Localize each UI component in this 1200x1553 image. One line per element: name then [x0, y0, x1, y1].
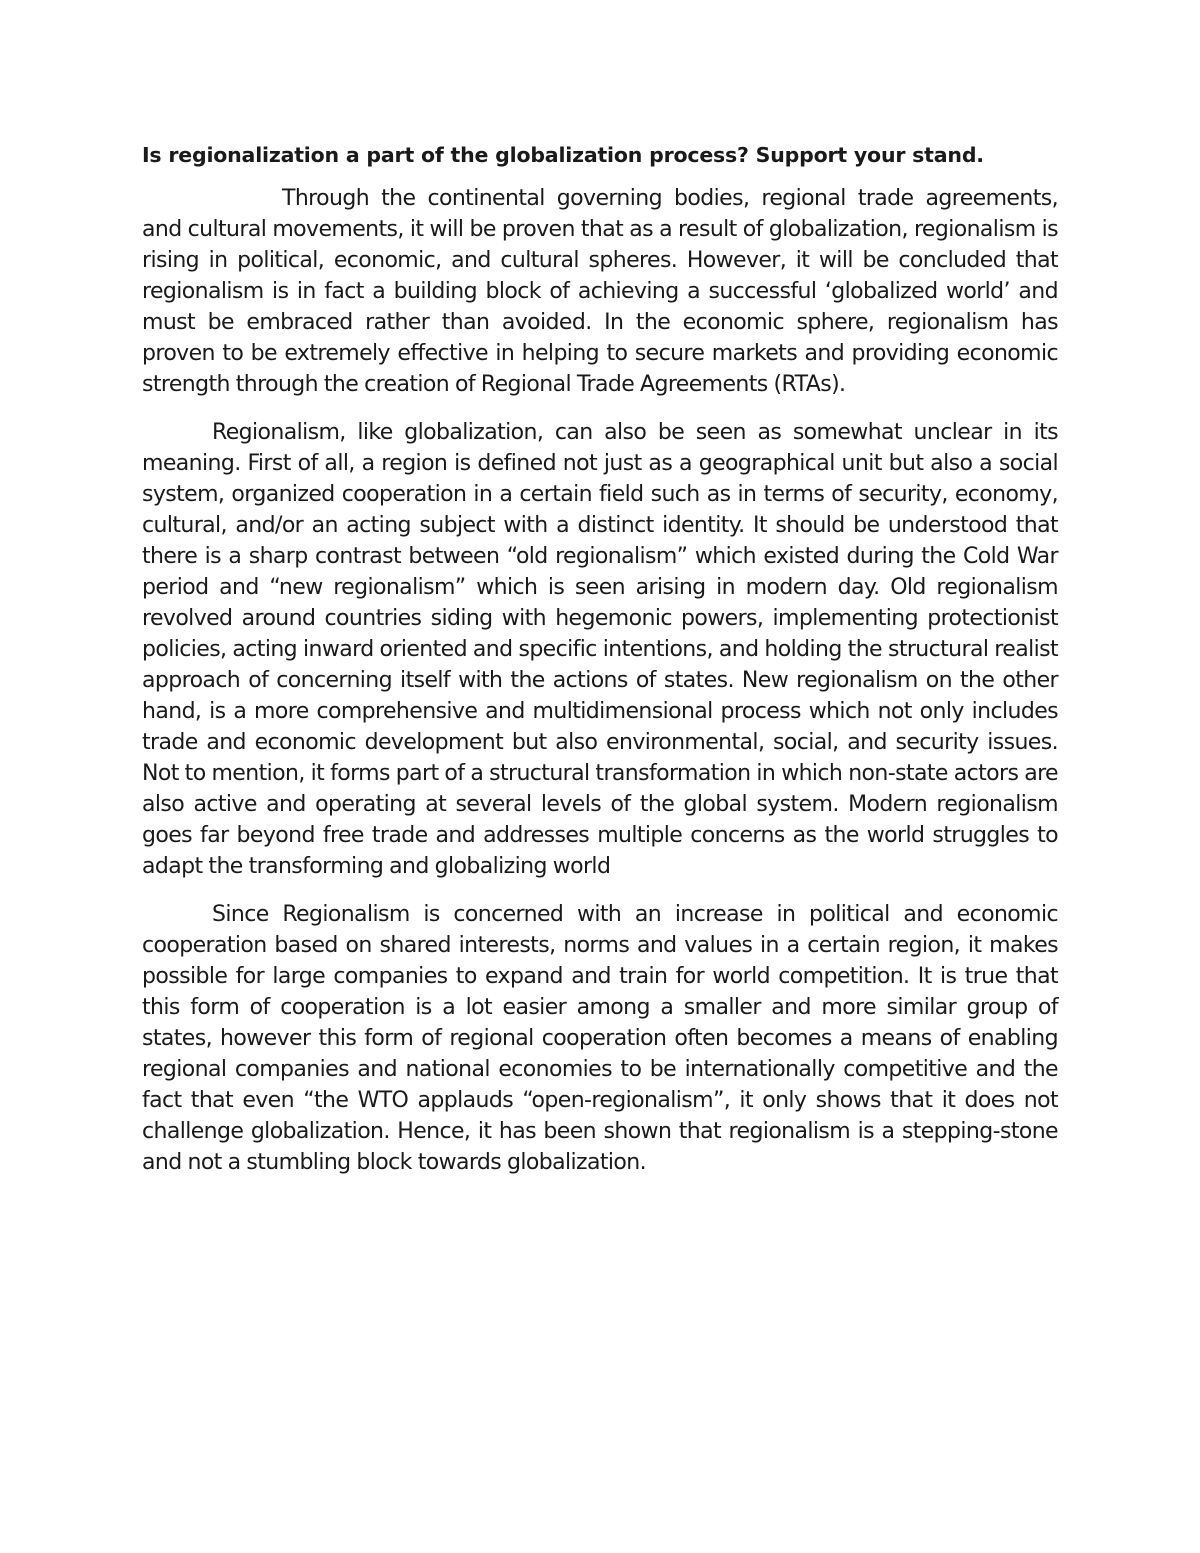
paragraph-introduction: Through the continental governing bodies, regional trade agreements, and cultural movements, it will be proven that as a result of globalization, regionalism is rising in political, economic, and cultural spheres. However, it will be concluded that regionalism is in fact a building block of achieving a successful ‘globalized world’ and must be embraced rather than avoided. In the economic sphere, regionalism has proven to be extremely effective in helping to secure markets and providing economic strength through the creation of Regional Trade Agreements (RTAs).: [142, 186, 1058, 397]
paragraph-regionalism-definition: Regionalism, like globalization, can also be seen as somewhat unclear in its meaning. First of all, a region is defined not just as a geographical unit but also a social system, organized cooperation in a certain field such as in terms of security, economy, cultural, and/or an acting subject with a distinct identity. It should be understood that there is a sharp contrast between “old regionalism” which existed during the Cold War period and “new regionalism” which is seen arising in modern day. Old regionalism revolved around countries siding with hegemonic powers, implementing protectionist policies, acting inward oriented and specific intentions, and holding the structural realist approach of concerning itself with the actions of states. New regionalism on the other hand, is a more comprehensive and multidimensional process which not only includes trade and economic development but also environmental, social, and security issues. Not to mention, it forms part of a structural transformation in which non-state actors are also active and operating at several levels of the global system. Modern regionalism goes far beyond free trade and addresses multiple concerns as the world struggles to adapt the transforming and globalizing world: [142, 420, 1058, 879]
document-title: Is regionalization a part of the globalization process? Support your stand.: [142, 143, 984, 167]
paragraph-conclusion: Since Regionalism is concerned with an increase in political and economic cooperation based on shared interests, norms and values in a certain region, it makes possible for large companies to expand and train for world competition. It is true that this form of cooperation is a lot easier among a smaller and more similar group of states, however this form of regional cooperation often becomes a means of enabling regional companies and national economies to be internationally competitive and the fact that even “the WTO applauds “open-regionalism”, it only shows that it does not challenge globalization. Hence, it has been shown that regionalism is a stepping-stone and not a stumbling block towards globalization.: [142, 902, 1058, 1175]
document-body: [142, 140, 1058, 1195]
